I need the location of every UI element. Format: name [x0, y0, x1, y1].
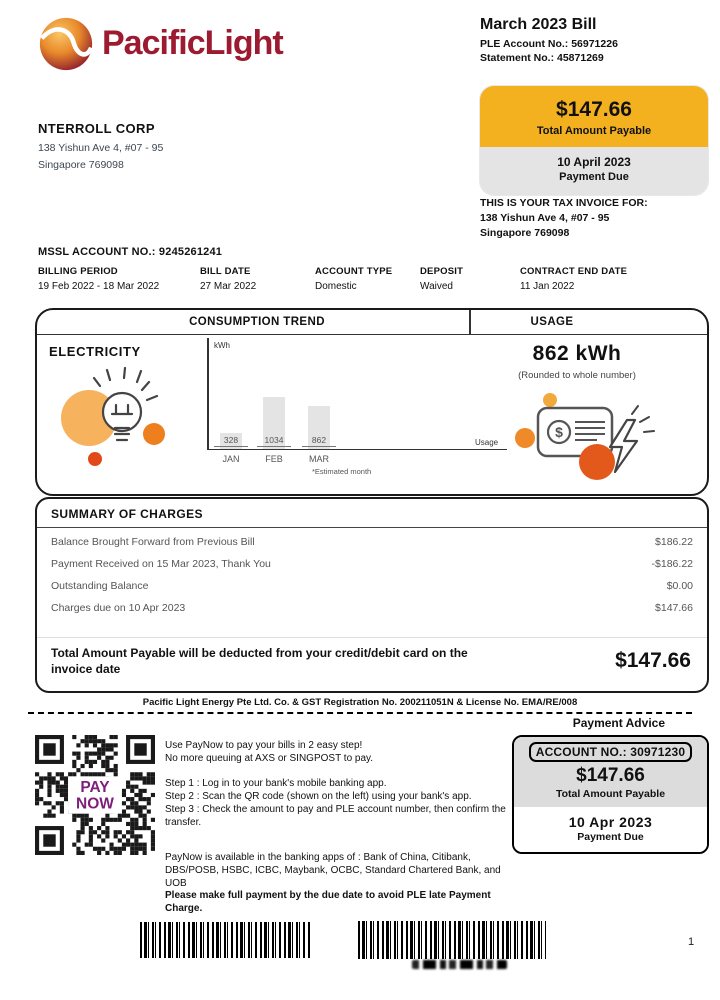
contract-end-label: CONTRACT END DATE — [520, 266, 628, 277]
bill-date-label: BILL DATE — [200, 266, 251, 277]
payment-account-number: ACCOUNT NO.: 30971230 — [529, 742, 693, 762]
summary-row — [51, 602, 693, 614]
payment-due-date: 10 April 2023 — [557, 155, 631, 169]
svg-text:$: $ — [555, 424, 563, 440]
estimated-month-note: *Estimated month — [312, 467, 372, 476]
consumption-trend-title: CONSUMPTION TREND — [189, 316, 325, 328]
total-payable-amount: $147.66 — [615, 649, 691, 672]
paynow-logo-text-line1: PAY — [80, 778, 110, 796]
amount-box-bottom — [480, 147, 708, 195]
summary-row-amount: -$186.22 — [651, 558, 693, 570]
billing-period-label: BILLING PERIOD — [38, 266, 118, 277]
paynow-instructions — [165, 739, 510, 829]
total-divider-line — [37, 637, 707, 638]
billing-period-value: 19 Feb 2022 - 18 Mar 2022 — [38, 281, 160, 292]
mssl-account-number: MSSL ACCOUNT NO.: 9245261241 — [38, 246, 223, 258]
payment-advice-title: Payment Advice — [572, 716, 665, 730]
deposit-value: Waived — [420, 281, 453, 292]
ple-account-number: PLE Account No.: 56971226 — [480, 38, 618, 50]
tax-invoice-address1: 138 Yishun Ave 4, #07 - 95 — [480, 212, 610, 224]
chart-y-axis — [207, 338, 209, 450]
header-divider-line — [37, 334, 707, 335]
chart-y-axis-unit: kWh — [214, 341, 230, 350]
summary-row-label: Outstanding Balance — [51, 580, 149, 592]
bill-date-value: 27 Mar 2022 — [200, 281, 257, 292]
total-payable-note: Total Amount Payable will be deducted from your credit/debit card on the invoice date — [51, 646, 468, 676]
payment-due-label: Payment Due — [559, 171, 629, 183]
month-label-feb: FEB — [265, 454, 283, 464]
contract-end-value: 11 Jan 2022 — [520, 281, 575, 292]
summary-row-label: Payment Received on 15 Mar 2023, Thank You — [51, 558, 271, 570]
bill-title: March 2023 Bill — [480, 16, 597, 33]
paynow-intro-line2: No more queuing at AXS or SINGPOST to pay. — [165, 753, 374, 764]
usage-kwh-value: 862 kWh — [532, 342, 622, 365]
month-label-mar: MAR — [309, 454, 329, 464]
pacificlight-logo-icon — [38, 16, 94, 72]
payment-box-due-label: Payment Due — [577, 831, 644, 843]
total-amount-value: $147.66 — [556, 98, 632, 121]
company-registration-line: Pacific Light Energy Pte Ltd. Co. & GST Registration No. 200211051N & License No. EMA/RE/008 — [142, 697, 578, 708]
bar-value-jan: 328 — [214, 435, 248, 447]
tax-invoice-address2: Singapore 769098 — [480, 227, 570, 239]
summary-row-label: Charges due on 10 Apr 2023 — [51, 602, 186, 614]
paynow-intro-line1: Use PayNow to pay your bills in 2 easy step! — [165, 740, 363, 751]
cut-here-dashed-line — [28, 712, 692, 714]
account-type-value: Domestic — [315, 281, 357, 292]
page-number: 1 — [688, 936, 695, 948]
deposit-label: DEPOSIT — [420, 266, 464, 277]
payment-amount-label: Total Amount Payable — [555, 788, 666, 800]
invoice-lightning-icon — [502, 386, 662, 493]
payment-advice-box — [512, 735, 709, 854]
paynow-logo-text-line2: NOW — [76, 795, 114, 813]
consumption-usage-panel — [35, 308, 709, 496]
lightbulb-icon — [52, 362, 187, 475]
usage-rounded-note: (Rounded to whole number) — [518, 370, 636, 381]
usage-title: USAGE — [530, 316, 574, 328]
month-label-jan: JAN — [222, 454, 240, 464]
summary-row-amount: $147.66 — [655, 602, 693, 614]
chart-x-axis — [207, 449, 507, 451]
payment-box-due-date: 10 Apr 2023 — [568, 814, 653, 830]
customer-name: NTERROLL CORP — [38, 121, 155, 136]
logo-wordmark: PacificLight — [102, 24, 283, 62]
barcode-left — [140, 922, 312, 958]
chart-axis-end-label: Usage — [475, 438, 499, 447]
section-vertical-divider — [469, 310, 471, 334]
paynow-qr-code — [35, 735, 155, 855]
paynow-step-1: Step 1 : Log in to your bank's mobile banking app. — [165, 778, 387, 789]
amount-box-top — [480, 86, 708, 147]
summary-row — [51, 558, 693, 570]
summary-of-charges-panel — [35, 497, 709, 693]
statement-number: Statement No.: 45871269 — [480, 52, 604, 64]
payment-box-bottom — [514, 807, 707, 852]
total-amount-box — [480, 86, 708, 195]
summary-row-amount: $186.22 — [655, 536, 693, 548]
tax-invoice-title: THIS IS YOUR TAX INVOICE FOR: — [480, 197, 648, 209]
customer-address-line1: 138 Yishun Ave 4, #07 - 95 — [38, 142, 164, 154]
summary-row-label: Balance Brought Forward from Previous Bill — [51, 536, 255, 548]
smudged-caption — [412, 960, 507, 969]
bar-value-feb: 1034 — [257, 435, 291, 447]
consumption-bar-chart — [207, 338, 507, 450]
account-type-label: ACCOUNT TYPE — [315, 266, 393, 277]
payment-reminder-line: Please make full payment by the due date to avoid PLE late Payment Charge. — [165, 890, 491, 914]
summary-row — [51, 536, 693, 548]
paynow-step-2: Step 2 : Scan the QR code (shown on the left) using your bank's app. — [165, 791, 472, 802]
total-amount-label: Total Amount Payable — [536, 125, 652, 137]
summary-title: SUMMARY OF CHARGES — [51, 507, 203, 521]
electricity-label: ELECTRICITY — [49, 344, 141, 359]
barcode-right — [358, 921, 546, 959]
payment-box-top — [514, 737, 707, 807]
paynow-banks-line: PayNow is available in the banking apps of : Bank of China, Citibank, DBS/POSB, HSBC, ICBC, Maybank, OCBC, Standard Chartered Bank, and UOB — [165, 852, 501, 889]
paynow-step-3: Step 3 : Check the amount to pay and PLE account number, then confirm the transfer. — [165, 804, 506, 828]
payment-amount: $147.66 — [576, 765, 645, 786]
customer-address-line2: Singapore 769098 — [38, 159, 124, 171]
summary-title-rule — [37, 527, 707, 528]
summary-row — [51, 580, 693, 592]
summary-row-amount: $0.00 — [666, 580, 693, 592]
bar-value-mar: 862 — [302, 435, 336, 447]
